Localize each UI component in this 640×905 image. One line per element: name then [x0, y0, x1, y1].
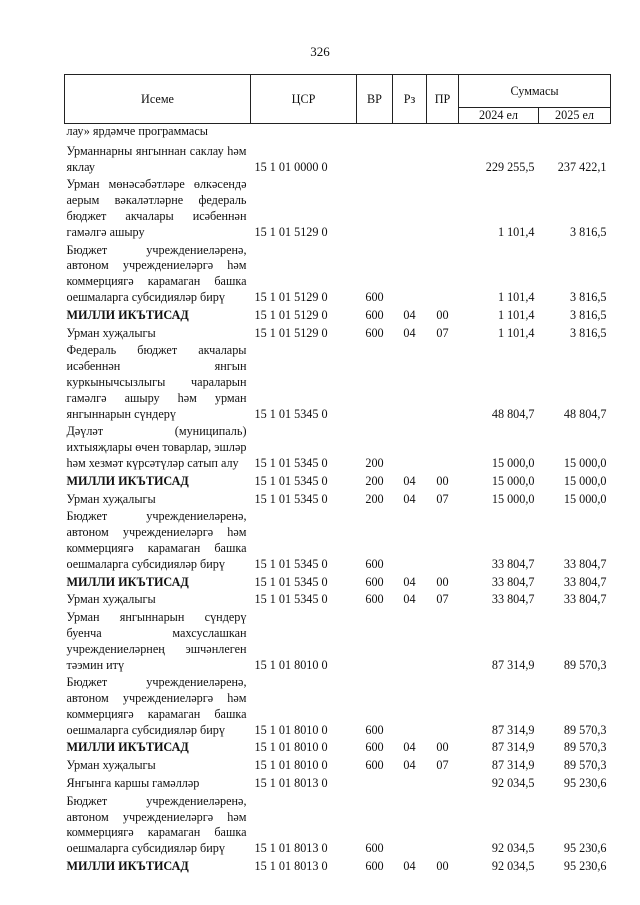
header-sums: Суммасы [459, 75, 611, 108]
row-rz: 04 [403, 592, 416, 607]
row-name: Урман хуҗалыгы [66, 758, 156, 773]
header-pr: ПР [427, 75, 459, 124]
row-name: МИЛЛИ ИКЪТИСАД [66, 740, 189, 755]
table-row [65, 177, 611, 242]
row-sum-2024: 48 804,7 [491, 406, 535, 421]
row-rz [393, 424, 427, 473]
row-sum-2025: 33 804,7 [563, 556, 607, 571]
row-pr: 07 [436, 592, 449, 607]
row-sum-2024: 1 101,4 [497, 224, 535, 239]
row-csr: 15 1 01 5345 0 [254, 592, 328, 607]
row-vr [357, 144, 393, 178]
row-csr: 15 1 01 5345 0 [254, 491, 328, 506]
table-row [65, 610, 611, 675]
row-vr [357, 610, 393, 675]
row-rz: 04 [403, 859, 416, 874]
row-vr: 600 [365, 556, 384, 571]
header-name: Исеме [65, 75, 251, 124]
row-sum-2025: 15 000,0 [563, 455, 607, 470]
row-vr: 600 [365, 325, 384, 340]
row-vr: 600 [365, 307, 384, 322]
table-row [65, 243, 611, 308]
row-rz [393, 776, 427, 794]
continuation-text: лау» ярдәмче программасы [66, 124, 208, 138]
row-name: МИЛЛИ ИКЪТИСАД [66, 574, 189, 589]
row-pr [427, 675, 459, 740]
row-rz [393, 243, 427, 308]
row-csr: 15 1 01 8010 0 [254, 740, 328, 755]
row-pr: 00 [436, 859, 449, 874]
row-vr [357, 776, 393, 794]
row-csr: 15 1 01 5345 0 [254, 574, 328, 589]
row-pr: 00 [436, 307, 449, 322]
row-sum-2024: 1 101,4 [497, 307, 535, 322]
row-pr [427, 177, 459, 242]
table-row [65, 144, 611, 178]
row-sum-2024: 229 255,5 [485, 159, 535, 174]
row-csr: 15 1 01 8013 0 [254, 841, 328, 856]
row-sum-2025: 33 804,7 [563, 574, 607, 589]
row-name: Урман янгыннарын сүндерү буенча махсуслашкан учреждениеләрнең эшчәнлеген тәэмин итү [66, 610, 247, 672]
row-csr: 15 1 01 8010 0 [254, 657, 328, 672]
row-csr: 15 1 01 8010 0 [254, 722, 328, 737]
row-pr: 07 [436, 758, 449, 773]
row-pr [427, 610, 459, 675]
row-csr: 15 1 01 5345 0 [254, 455, 328, 470]
row-vr: 600 [365, 592, 384, 607]
row-sum-2025: 95 230,6 [563, 776, 607, 791]
row-sum-2024: 15 000,0 [491, 455, 535, 470]
table-row [65, 424, 611, 473]
row-name: Дәүләт (муниципаль) ихтыяҗлары өчен товарлар, эшләр һәм хезмәт күрсәтүләр сатып алу [66, 424, 247, 470]
row-rz [393, 610, 427, 675]
row-vr: 200 [365, 455, 384, 470]
row-name: Урман хуҗалыгы [66, 325, 156, 340]
budget-table [64, 74, 611, 877]
budget-table-wrapper [64, 74, 610, 877]
row-rz [393, 675, 427, 740]
row-sum-2024: 87 314,9 [491, 740, 535, 755]
row-name: Янгынга каршы гамәлләр [66, 776, 200, 791]
row-rz: 04 [403, 758, 416, 773]
continuation-row [65, 124, 611, 144]
page-number: 326 [310, 44, 330, 59]
row-sum-2024: 92 034,5 [491, 859, 535, 874]
table-row [65, 794, 611, 859]
row-rz: 04 [403, 307, 416, 322]
row-vr: 600 [365, 841, 384, 856]
row-pr [427, 243, 459, 308]
row-pr: 00 [436, 473, 449, 488]
row-csr: 15 1 01 0000 0 [254, 159, 328, 174]
row-rz: 04 [403, 740, 416, 755]
row-pr: 07 [436, 325, 449, 340]
row-csr: 15 1 01 5129 0 [254, 325, 328, 340]
row-sum-2025: 15 000,0 [563, 473, 607, 488]
row-sum-2024: 15 000,0 [491, 473, 535, 488]
row-pr [427, 343, 459, 424]
row-sum-2025: 95 230,6 [563, 841, 607, 856]
row-rz [393, 144, 427, 178]
header-2025: 2025 ел [539, 108, 611, 124]
row-sum-2024: 15 000,0 [491, 491, 535, 506]
row-name: Бюджет учреждениеләренә, автоном учреждениеләргә һәм коммерциягә карамаган башка оешмаларга субсидияләр бирү [66, 509, 247, 571]
row-sum-2025: 89 570,3 [563, 758, 607, 773]
row-vr: 600 [365, 758, 384, 773]
row-sum-2024: 1 101,4 [497, 325, 535, 340]
row-csr: 15 1 01 8010 0 [254, 758, 328, 773]
header-2024: 2024 ел [459, 108, 539, 124]
header-rz: Рз [393, 75, 427, 124]
row-name: Федераль бюджет акчалары исәбеннән янгын куркынычсызлыгы чараларын гамәлгә ашыру һәм урман янгыннарын сүндерү [66, 343, 247, 421]
row-csr: 15 1 01 5129 0 [254, 307, 328, 322]
table-row [65, 575, 611, 593]
row-csr: 15 1 01 5129 0 [254, 224, 328, 239]
row-pr: 00 [436, 574, 449, 589]
row-sum-2025: 89 570,3 [563, 740, 607, 755]
row-rz: 04 [403, 574, 416, 589]
row-sum-2025: 15 000,0 [563, 491, 607, 506]
header-csr: ЦСР [251, 75, 357, 124]
row-sum-2025: 89 570,3 [563, 722, 607, 737]
row-sum-2024: 87 314,9 [491, 657, 535, 672]
row-name: Урман мөнәсәбәтләре өлкәсендә аерым вәкаләтләрне федераль бюджет акчалары исәбеннән гамәлгә ашыру [66, 177, 247, 239]
row-pr [427, 424, 459, 473]
row-vr [357, 177, 393, 242]
row-vr: 200 [365, 491, 384, 506]
row-name: Урманнарны янгыннан саклау һәм яклау [66, 143, 247, 174]
table-row [65, 509, 611, 574]
row-sum-2025: 33 804,7 [563, 592, 607, 607]
table-row [65, 326, 611, 344]
row-csr: 15 1 01 8013 0 [254, 776, 328, 791]
row-name: Бюджет учреждениеләренә, автоном учреждениеләргә һәм коммерциягә карамаган башка оешмаларга субсидияләр бирү [66, 242, 247, 304]
row-pr [427, 144, 459, 178]
row-csr: 15 1 01 5345 0 [254, 473, 328, 488]
row-name: Урман хуҗалыгы [66, 592, 156, 607]
row-sum-2024: 1 101,4 [497, 289, 535, 304]
row-csr: 15 1 01 8013 0 [254, 859, 328, 874]
row-sum-2025: 3 816,5 [569, 325, 607, 340]
table-row [65, 758, 611, 776]
row-sum-2025: 237 422,1 [557, 159, 607, 174]
row-rz: 04 [403, 473, 416, 488]
table-row [65, 308, 611, 326]
row-sum-2024: 92 034,5 [491, 841, 535, 856]
row-rz [393, 343, 427, 424]
table-row [65, 592, 611, 610]
row-pr [427, 509, 459, 574]
row-sum-2024: 87 314,9 [491, 722, 535, 737]
row-sum-2024: 87 314,9 [491, 758, 535, 773]
row-csr: 15 1 01 5129 0 [254, 289, 328, 304]
row-sum-2024: 33 804,7 [491, 574, 535, 589]
row-sum-2025: 48 804,7 [563, 406, 607, 421]
row-vr: 600 [365, 722, 384, 737]
row-name: Урман хуҗалыгы [66, 491, 156, 506]
row-name: Бюджет учреждениеләренә, автоном учреждениеләргә һәм коммерциягә карамаган башка оешмаларга субсидияләр бирү [66, 793, 247, 856]
row-rz [393, 794, 427, 859]
table-header [65, 75, 611, 124]
row-vr: 600 [365, 740, 384, 755]
row-vr: 200 [365, 473, 384, 488]
table-row [65, 343, 611, 424]
row-sum-2024: 92 034,5 [491, 776, 535, 791]
row-sum-2025: 3 816,5 [569, 289, 607, 304]
row-sum-2025: 95 230,6 [563, 859, 607, 874]
table-row [65, 675, 611, 740]
row-sum-2025: 89 570,3 [563, 657, 607, 672]
table-row [65, 859, 611, 877]
row-vr: 600 [365, 289, 384, 304]
row-name: Бюджет учреждениеләренә, автоном учреждениеләргә һәм коммерциягә карамаган башка оешмаларга субсидияләр бирү [66, 675, 247, 737]
table-row [65, 776, 611, 794]
row-rz [393, 509, 427, 574]
header-vr: ВР [357, 75, 393, 124]
row-sum-2024: 33 804,7 [491, 556, 535, 571]
row-sum-2025: 3 816,5 [569, 307, 607, 322]
row-rz: 04 [403, 491, 416, 506]
row-vr [357, 343, 393, 424]
row-csr: 15 1 01 5345 0 [254, 406, 328, 421]
row-pr: 00 [436, 740, 449, 755]
table-row [65, 740, 611, 758]
table-row [65, 474, 611, 492]
row-pr [427, 794, 459, 859]
row-pr [427, 776, 459, 794]
row-name: МИЛЛИ ИКЪТИСАД [66, 307, 189, 322]
row-vr: 600 [365, 574, 384, 589]
table-body [65, 124, 611, 877]
row-sum-2025: 3 816,5 [569, 224, 607, 239]
row-name: МИЛЛИ ИКЪТИСАД [66, 859, 189, 874]
row-sum-2024: 33 804,7 [491, 592, 535, 607]
row-name: МИЛЛИ ИКЪТИСАД [66, 473, 189, 488]
row-csr: 15 1 01 5345 0 [254, 556, 328, 571]
row-pr: 07 [436, 491, 449, 506]
row-rz [393, 177, 427, 242]
row-vr: 600 [365, 859, 384, 874]
row-rz: 04 [403, 325, 416, 340]
table-row [65, 492, 611, 510]
